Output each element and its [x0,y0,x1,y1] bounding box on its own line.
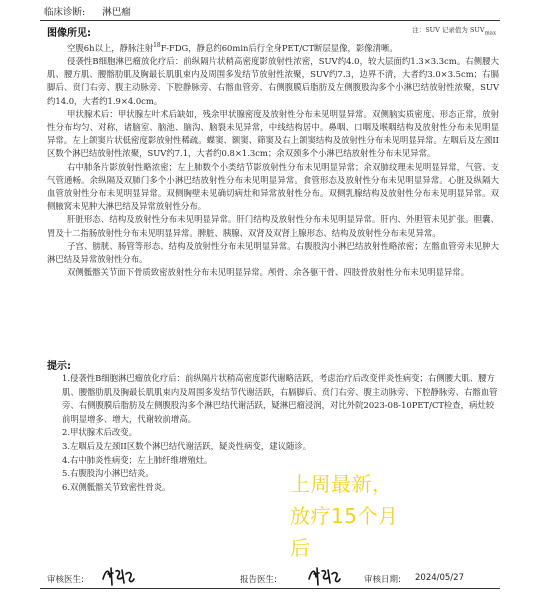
findings-paragraph: 右中肺条片影放射性略浓密；左上肺数个小类结节影放射性分布未见明显异常；余双肺纹理未见明显异常，气管、支气管通畅。余纵隔及双肺门多个小淋巴结放射性分布未见明显异常。食管形态及放射性分布未见明显异常。心脏及纵隔大血管放射性分布未见明显异常。双侧胸壁未见确切病灶和异常放射性分布。双侧乳腺结构及放射性分布未见明显异常。双侧腋窝未见肿大淋巴结及异常放射性分布。 [47,161,499,212]
impression-item: 4.右中肺炎性病变；左上肺纤维增殖灶。 [62,454,213,465]
reporter-signature [306,565,342,587]
overlay-line-2: 放疗15个月 [290,504,399,528]
diagnosis-label: 临床诊断: [44,7,86,18]
isotope-mass-number: 18 [153,42,161,49]
bottom-divider [40,588,500,589]
impression-item: 3.左咽后及左颈II区数个淋巴结代谢活跃，疑炎性病变，建议随诊。 [62,440,312,451]
findings-paragraph: 肝脏形态、结构及放射性分布未见明显异常。肝门结构及放射性分布未见明显异常。肝内、外胆管未见扩张。胆囊、胃及十二指肠放射性分布未见明显异常。脾脏、胰腺、双肾及双肾上腺形态、结构及放射性分布未见异常。 [47,214,499,238]
impression-item: 1.侵袭性B细胞淋巴瘤放化疗后：前纵隔片状稍高密度影代谢略活跃，考虑治疗后改变伴炎性病变；右侧腰大肌、腰方肌、腰髂肋肌及胸最长肌肌束内及周围多发结节代谢活跃，右膈脚后、贲门右旁、腹主动脉旁、下腔静脉旁、右髂血管旁、右侧腹膜后脂肪及左侧腹股沟多个淋巴结代谢活跃，疑淋巴瘤浸润，对比外院2023-08-10PET/CT检查，病灶较前明显增多、增大，代谢较前增高。 [62,373,498,424]
diagnosis-value: 淋巴瘤 [102,7,131,18]
findings-paragraph: 子宫、膀胱、肠管等形态、结构及放射性分布未见明显异常。右腹股沟小淋巴结放射性略浓密；左髂血管旁未见肿大淋巴结及异常放射性分布。 [47,240,499,265]
impression-item: 2.甲状腺术后改变。 [62,427,137,438]
diagnosis-row [44,4,131,18]
impression-item: 6.双侧骶髂关节致密性骨炎。 [62,481,171,492]
suv-note: 注：SUV 记录值为 $SUV_{max}$ [412,26,496,37]
review-date-value: 2024/05/27 [415,573,464,583]
findings-paragraph: 侵袭性B细胞淋巴瘤放化疗后：前纵隔片状稍高密度影放射性浓密，SUV约4.0，较大层面约1.3×3.3cm。右侧腰大肌、腰方肌、腰髂肋肌及胸最长肌肌束内及周围多发结节放射性浓聚，SUV约7.3，边界不清，大者约3.0×3.5cm；右膈脚后、贲门右旁、腹主动脉旁、下腔静脉旁、右髂血管旁、右侧腹膜后脂肪及左侧腹股沟多个小淋巴结放射性浓聚，SUV约14.0，大者约1.9×4.0cm。 [47,56,499,106]
findings-paragraph: 双侧骶髂关节面下骨质致密放射性分布未见明显异常。颅骨、余各躯干骨、四肢骨放射性分布未见明显异常。 [67,267,469,278]
findings-paragraph: 空腹6h以上，静脉注射$^{18}$F-FDG，静息约60min后行全身PET/CT断层显像，影像清晰。 [67,42,398,53]
overlay-line-1: 上周最新， [290,472,393,496]
findings-body [47,39,499,279]
reviewer-signature [100,565,136,587]
findings-paragraph: 甲状腺术后：甲状腺左叶术后缺如，残余甲状腺密度及放射性分布未见明显异常。双侧脑实质密度、形态正常，放射性分布均匀、对称，诸脑室、脑池、脑沟、脑裂未见异常，中线结构居中。鼻咽、口咽及喉咽结构及放射性分布未见明显异常。左上颌窦片状低密度影放射性稀疏。蝶窦、额窦、筛窦及右上颌窦结构及放射性分布未见明显异常。左咽后及左颈II区数个淋巴结放射性浓聚，SUV约7.1，大者约0.8×1.3cm；余双颈多个小淋巴结放射性分布未见异常。 [47,108,499,159]
reporter-label: 报告医生: [240,575,277,585]
impression-title: 提示: [47,361,71,372]
impression-item: 5.右腹股沟小淋巴结炎。 [62,468,154,479]
overlay-line-3: 后 [290,536,311,560]
top-divider [40,20,500,21]
reviewer-label: 审核医生: [47,575,84,585]
overlay-annotation [290,468,450,564]
findings-title: 图像所见: [47,28,91,39]
suv-max-subscript: max [484,30,496,37]
review-date-label: 审核日期: [364,575,401,585]
